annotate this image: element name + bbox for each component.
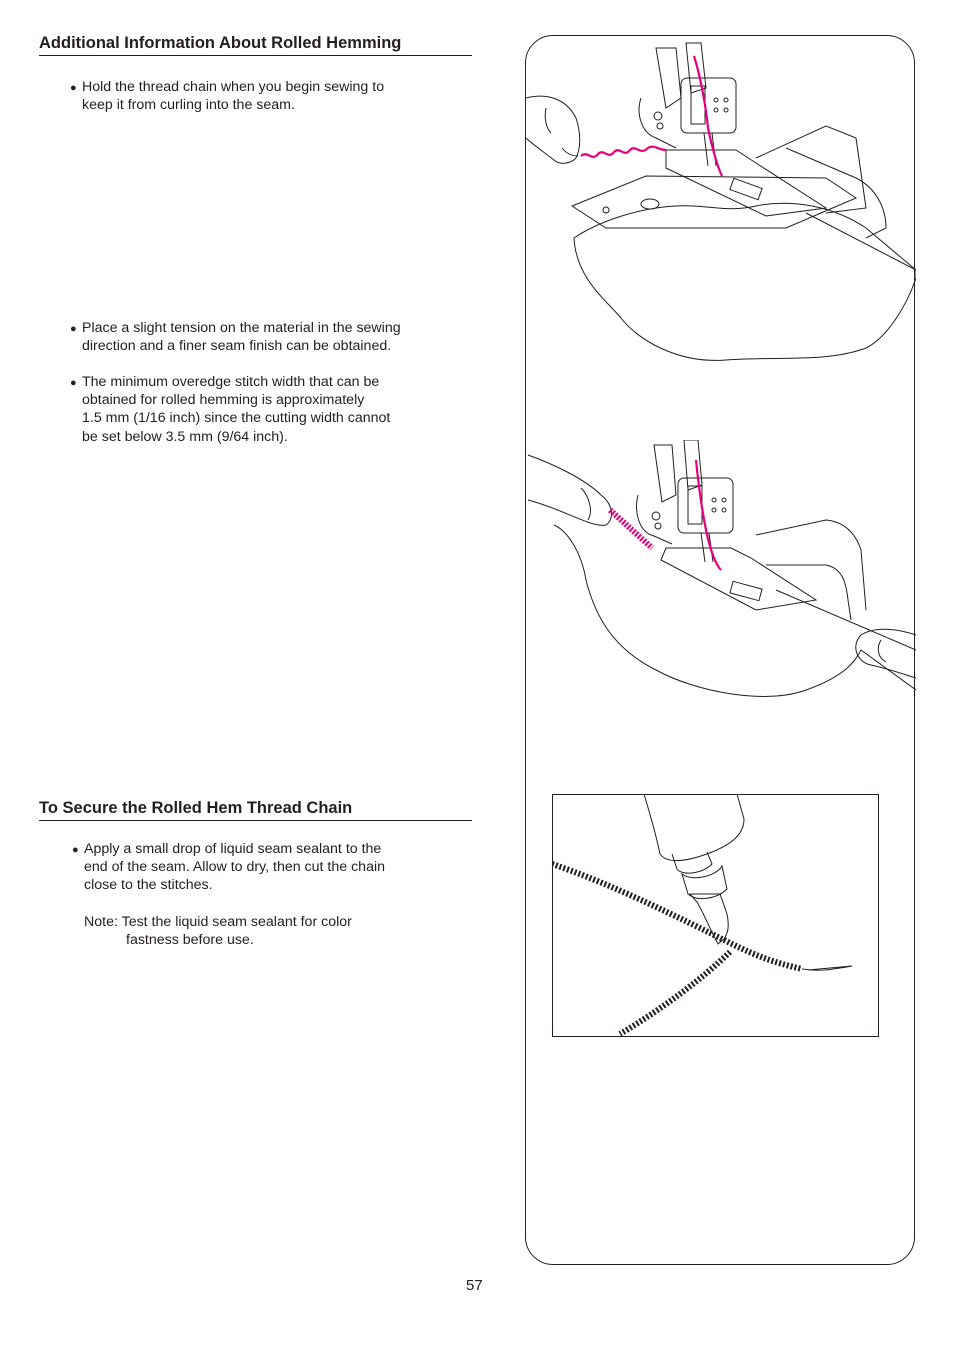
text-line: close to the stitches. bbox=[84, 877, 213, 894]
text-line: Hold the thread chain when you begin sewing to bbox=[82, 79, 385, 95]
text-line: direction and a finer seam finish can be obtained. bbox=[82, 338, 392, 355]
bullet-text-tension bbox=[82, 319, 401, 355]
text-line: 1.5 mm (1/16 inch) since the cutting width cannot bbox=[82, 410, 391, 427]
text-line: end of the seam. Allow to dry, then cut the chain bbox=[84, 859, 386, 876]
note-line: fastness before use. bbox=[126, 932, 254, 949]
text-line: Place a slight tension on the material in the sewing bbox=[82, 320, 401, 336]
bullet-dot: ● bbox=[70, 323, 77, 335]
section-heading-rolled-hemming: Additional Information About Rolled Hemming bbox=[39, 33, 472, 56]
text-line: be set below 3.5 mm (9/64 inch). bbox=[82, 428, 288, 445]
bullet-text-hold-chain bbox=[82, 78, 384, 114]
note-text bbox=[84, 913, 352, 949]
text-line: keep it from curling into the seam. bbox=[82, 97, 295, 114]
hold-thread-chain-illustration bbox=[526, 38, 916, 368]
section-heading-secure-chain: To Secure the Rolled Hem Thread Chain bbox=[39, 798, 472, 821]
page-number: 57 bbox=[466, 1277, 483, 1294]
tension-on-material-illustration bbox=[526, 440, 916, 710]
bullet-dot: ● bbox=[70, 82, 77, 94]
bullet-text-seam-sealant bbox=[84, 840, 385, 895]
text-line: obtained for rolled hemming is approximately bbox=[82, 392, 365, 409]
bullet-dot: ● bbox=[72, 844, 79, 856]
text-line: Apply a small drop of liquid seam sealant to the bbox=[84, 841, 382, 857]
text-line: The minimum overedge stitch width that can be bbox=[82, 374, 380, 390]
bullet-text-minimum-width bbox=[82, 373, 390, 446]
seam-sealant-illustration bbox=[552, 794, 879, 1037]
note-line: Note: Test the liquid seam sealant for color bbox=[84, 914, 352, 930]
bullet-dot: ● bbox=[70, 377, 77, 389]
